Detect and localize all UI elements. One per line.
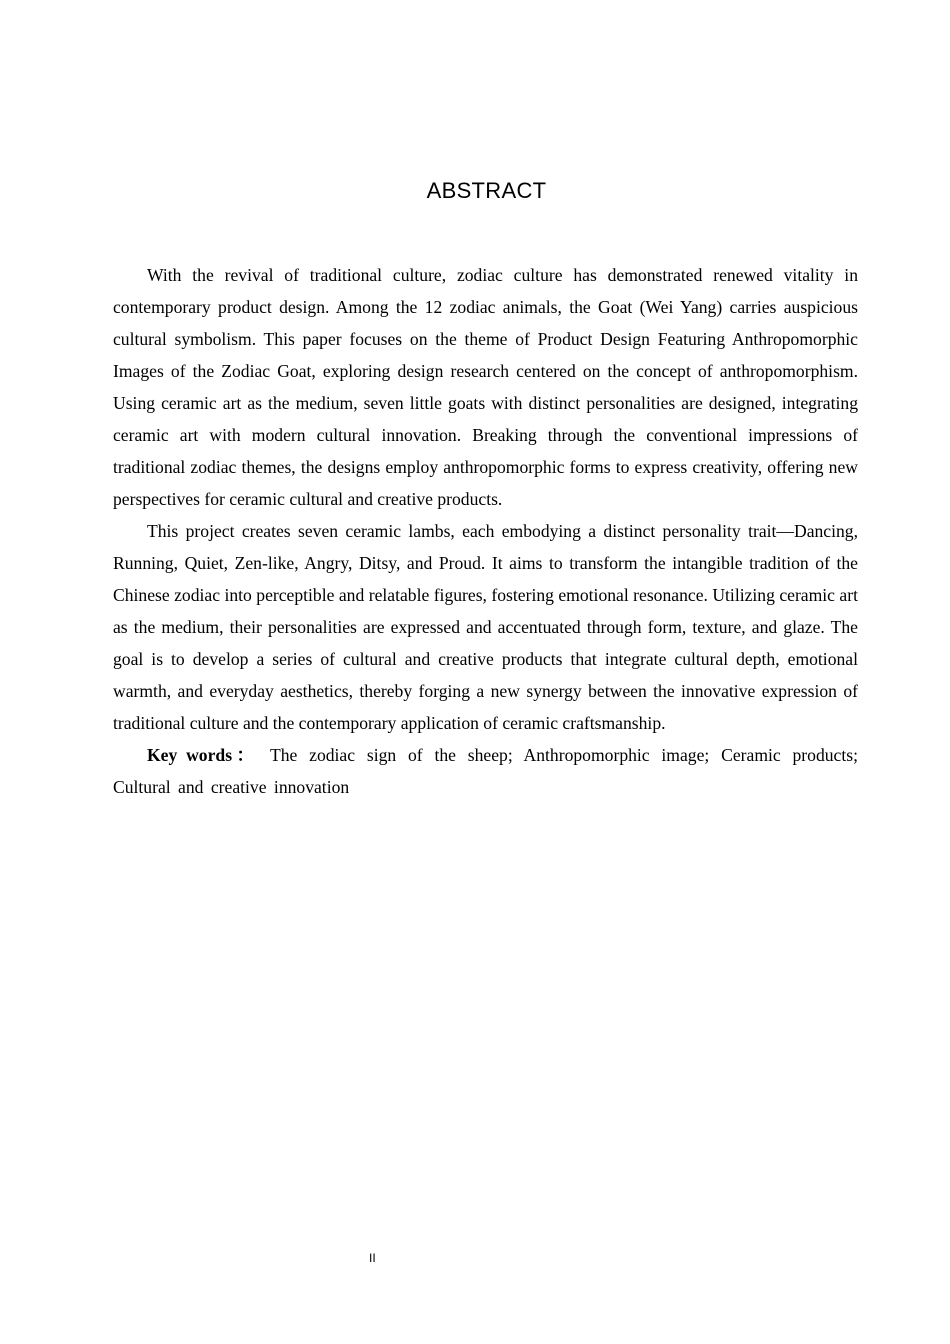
keywords-label: Key words：: [147, 745, 259, 765]
keywords-line: [113, 739, 858, 803]
abstract-title: ABSTRACT: [426, 178, 547, 203]
page-number: II: [369, 1251, 376, 1265]
keywords-text: The zodiac sign of the sheep; Anthropomorphic image; Ceramic products; Cultural and creative innovation: [113, 745, 858, 797]
abstract-body: [113, 259, 858, 803]
abstract-paragraph-1: With the revival of traditional culture, zodiac culture has demonstrated renewed vitality in contemporary product design. Among the 12 zodiac animals, the Goat (Wei Yang) carries auspicious cultural symbolism. This paper focuses on the theme of Product Design Featuring Anthropomorphic Images of the Zodiac Goat, exploring design research centered on the concept of anthropomorphism. Using ceramic art as the medium, seven little goats with distinct personalities are designed, integrating ceramic art with modern cultural innovation. Breaking through the conventional impressions of traditional zodiac themes, the designs employ anthropomorphic forms to express creativity, offering new perspectives for ceramic cultural and creative products.: [113, 265, 858, 509]
abstract-paragraph-2: This project creates seven ceramic lambs, each embodying a distinct personality trait—Dancing, Running, Quiet, Zen-like, Angry, Ditsy, and Proud. It aims to transform the intangible tradition of the Chinese zodiac into perceptible and relatable figures, fostering emotional resonance. Utilizing ceramic art as the medium, their personalities are expressed and accentuated through form, texture, and glaze. The goal is to develop a series of cultural and creative products that integrate cultural depth, emotional warmth, and everyday aesthetics, thereby forging a new synergy between the innovative expression of traditional culture and the contemporary application of ceramic craftsmanship.: [113, 521, 858, 733]
